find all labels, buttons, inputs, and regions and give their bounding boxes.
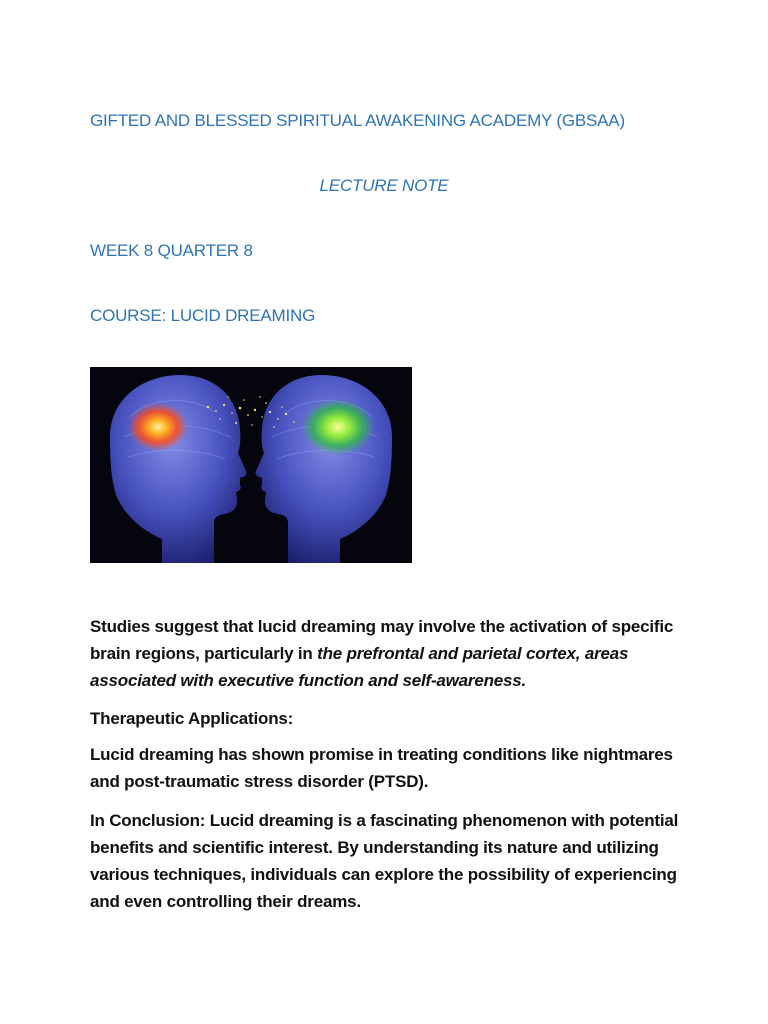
lecture-note-heading: LECTURE NOTE bbox=[319, 176, 449, 195]
therapeutic-heading: Therapeutic Applications: bbox=[90, 709, 294, 728]
conclusion-paragraph: In Conclusion: Lucid dreaming is a fascinating phenomenon with potential benefits and scientific interest. By understanding its nature and utilizing various techniques, individuals can explore the possibility of experiencing and even controlling their dreams. bbox=[90, 811, 679, 911]
therapeutic-paragraph: Lucid dreaming has shown promise in treating conditions like nightmares and post-traumatic stress disorder (PTSD). bbox=[90, 745, 673, 791]
week-quarter-heading: WEEK 8 QUARTER 8 bbox=[90, 241, 253, 260]
studies-emphasis-text: the prefrontal and parietal cortex, areas associated with executive function and self-awareness. bbox=[90, 644, 629, 690]
course-title: COURSE: LUCID DREAMING bbox=[90, 306, 316, 325]
brain-connection-image bbox=[90, 367, 412, 563]
studies-intro-text: Studies suggest that lucid dreaming may involve the activation of specific brain regions, particularly in bbox=[90, 617, 674, 663]
studies-paragraph bbox=[90, 613, 690, 694]
academy-title: GIFTED AND BLESSED SPIRITUAL AWAKENING ACADEMY (GBSAA) bbox=[90, 111, 625, 130]
